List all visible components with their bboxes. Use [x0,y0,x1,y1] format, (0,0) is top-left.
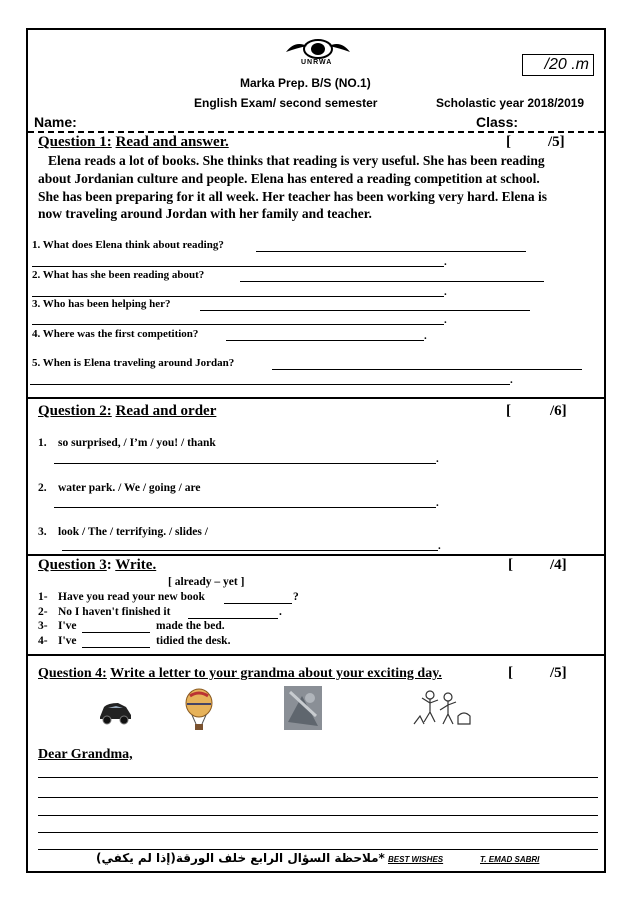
q3-label: Question 3 [38,557,107,573]
blank-line[interactable] [224,603,292,604]
section-divider [28,554,604,556]
line-end-dot: . [444,256,447,268]
line-end-dot: . [444,314,447,326]
q1-label: Question 1: [38,134,112,150]
q2-item-text: water park. / We / going / are [58,482,201,494]
hot-air-balloon-image [184,688,214,739]
q2-item-number: 3. [38,526,47,538]
q1-question: 4. Where was the first competition? [32,328,199,340]
q3-heading [38,557,156,574]
q1-title: Read and answer. [115,134,229,150]
answer-line[interactable] [272,369,582,370]
q2-title: Read and order [115,403,217,419]
q1-heading [38,134,229,151]
answer-line[interactable] [30,384,510,385]
q3-item-end: ? [293,591,299,603]
kids-playing-image [410,686,476,735]
q3-item-number: 1- [38,591,48,603]
q2-bracket: [ [506,403,511,419]
photo-icon [284,686,322,730]
answer-line[interactable] [32,324,444,325]
answer-line[interactable] [226,340,424,341]
photo-image [284,686,322,735]
name-label: Name: [34,114,77,130]
exam-title: English Exam/ second semester [194,96,378,110]
letter-line[interactable] [38,777,598,778]
q3-item-number: 3- [38,620,48,632]
word-bank: [ already – yet ] [168,576,245,588]
scholastic-year: Scholastic year 2018/2019 [436,96,585,110]
q2-item-number: 2. [38,482,47,494]
line-end-dot: . [424,330,427,342]
q4-label: Question 4: [38,666,107,681]
q2-label: Question 2: [38,403,112,419]
q1-passage-line: She has been preparing for it all week. Her teacher has been working very hard. Elena is [38,189,547,204]
line-end-dot: . [436,453,439,465]
q1-mark: /5] [548,134,565,150]
car-icon [96,697,134,727]
answer-line[interactable] [54,463,436,464]
section-divider [28,397,604,399]
answer-line[interactable] [54,507,436,508]
q3-title: Write. [115,557,157,573]
best-wishes: BEST WISHES [388,855,444,864]
score-box [522,54,594,76]
q1-passage-line: now traveling around Jordan with her family and teacher. [38,206,372,221]
line-end-dot: . [444,286,447,298]
blank-line[interactable] [188,618,278,619]
q3-item-number: 2- [38,606,48,618]
q3-item-number: 4- [38,635,48,647]
q3-item-text: No I haven't finished it [58,606,171,618]
section-divider [28,654,604,656]
line-end-dot: . [438,540,441,552]
blank-line[interactable] [82,632,150,633]
q1-question: 1. What does Elena think about reading? [32,239,224,251]
answer-line[interactable] [240,281,544,282]
q3-item-text: I've [58,635,77,647]
kids-playing-icon [410,686,476,730]
letter-line[interactable] [38,797,598,798]
logo-text: UNRWA [301,59,333,66]
q2-item-number: 1. [38,437,47,449]
footer-note: *ملاحظة السؤال الرابع خلف الورقة(إذا لم يكفي) [96,851,385,865]
teacher-name: T. EMAD SABRI [480,855,540,864]
answer-line[interactable] [32,266,444,267]
hot-air-balloon-icon [184,688,214,734]
q2-item-text: so surprised, / I’m / you! / thank [58,437,216,449]
school-name: Marka Prep. B/S (NO.1) [240,76,371,90]
q4-heading [38,666,442,682]
line-end-dot: . [510,374,513,386]
q3-bracket: [ [508,557,513,573]
letter-line[interactable] [38,815,598,816]
answer-line[interactable] [256,251,526,252]
q1-question: 3. Who has been helping her? [32,298,171,310]
answer-line[interactable] [200,310,530,311]
header-dashed-divider [28,131,604,133]
blank-line[interactable] [82,647,150,648]
car-image [96,697,134,732]
letter-line[interactable] [38,849,598,850]
q1-question: 2. What has she been reading about? [32,269,205,281]
q3-colon: : [106,557,112,573]
q3-item-text: I've [58,620,77,632]
unrwa-emblem-icon [283,38,353,60]
q1-passage-line: about Jordanian culture and people. Elena has entered a reading competition at school. [38,171,540,186]
q4-bracket: [ [508,665,513,681]
answer-line[interactable] [32,296,444,297]
letter-line[interactable] [38,832,598,833]
q4-mark: /5] [550,665,567,681]
unrwa-logo [283,38,353,68]
class-label: Class: [476,114,519,130]
q1-passage-line: Elena reads a lot of books. She thinks that reading is very useful. She has been reading [48,153,545,168]
q3-item-end: . [279,606,282,618]
q2-mark: /6] [550,403,567,419]
letter-greeting: Dear Grandma, [38,747,133,762]
q4-title: Write a letter to your grandma about your exciting day. [110,666,442,681]
q3-item-end: tidied the desk. [156,635,231,647]
q1-bracket: [ [506,134,511,150]
line-end-dot: . [436,497,439,509]
q1-question: 5. When is Elena traveling around Jordan? [32,357,235,369]
q2-heading [38,403,216,420]
q3-item-text: Have you read your new book [58,591,205,603]
q3-mark: /4] [550,557,567,573]
answer-line[interactable] [62,550,438,551]
q3-item-end: made the bed. [156,620,225,632]
score-total: /20 .m [544,56,589,73]
q2-item-text: look / The / terrifying. / slides / [58,526,208,538]
